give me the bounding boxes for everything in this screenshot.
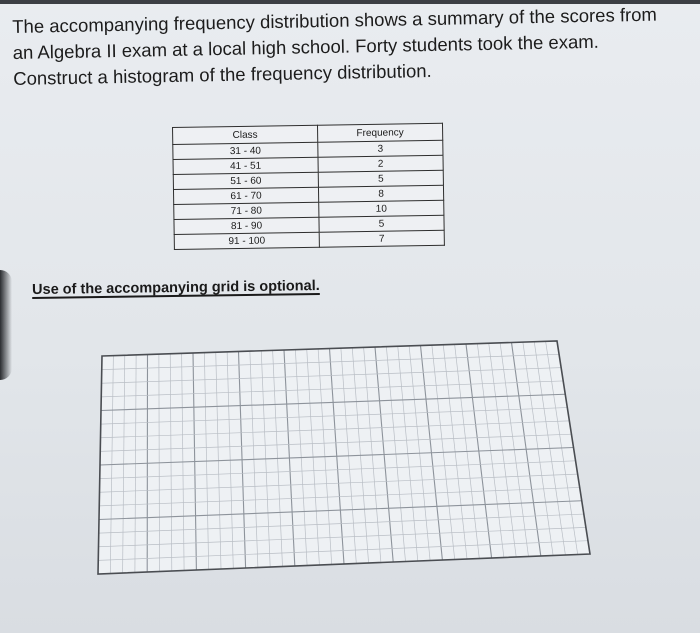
frequency-cell: 10 xyxy=(319,200,444,217)
class-cell: 61 - 70 xyxy=(173,187,318,204)
frequency-cell: 5 xyxy=(318,170,443,187)
class-header: Class xyxy=(173,125,318,144)
class-cell: 51 - 60 xyxy=(173,172,318,189)
class-cell: 31 - 40 xyxy=(173,142,318,159)
class-cell: 81 - 90 xyxy=(174,217,319,234)
frequency-cell: 8 xyxy=(318,185,443,202)
class-cell: 71 - 80 xyxy=(174,202,319,219)
question-text: The accompanying frequency distribution shows a summary of the scores from an Algebra II exam at a local high school. Forty students took the exam. Construct a histogram of the frequency distribution. xyxy=(12,3,658,89)
frequency-cell: 5 xyxy=(319,215,444,232)
frequency-cell: 3 xyxy=(318,140,443,157)
frequency-cell: 2 xyxy=(318,155,443,172)
class-cell: 41 - 51 xyxy=(173,157,318,174)
frequency-header: Frequency xyxy=(317,123,442,142)
grid-optional-note: Use of the accompanying grid is optional. xyxy=(32,277,320,298)
class-cell: 91 - 100 xyxy=(174,232,319,249)
frequency-cell: 7 xyxy=(319,230,444,247)
